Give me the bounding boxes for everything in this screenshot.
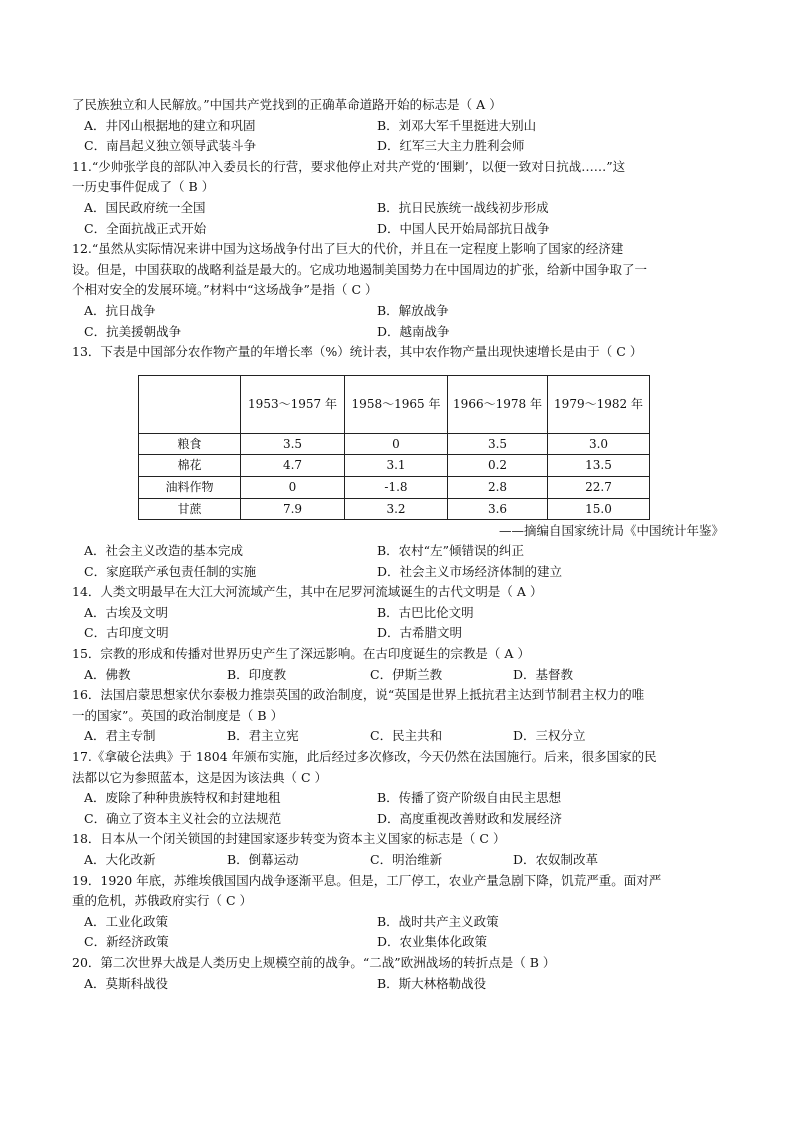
table-cell: 粮食 [139, 433, 241, 455]
answer: B [257, 707, 267, 723]
option-a: A．大化改新 [84, 852, 156, 867]
options-row [72, 912, 724, 933]
options-row [72, 198, 724, 219]
options-row [72, 116, 724, 137]
question-14-text: 14．人类文明最早在大江大河流域产生，其中在尼罗河流域诞生的古代文明是（ A ） [72, 582, 724, 603]
table-header: 1958～1965 年 [345, 375, 448, 433]
question-12-text-cont: 个相对安全的发展环境。”材料中“这场战争”是指（ C ） [72, 280, 724, 301]
option-a: A．君主专制 [84, 728, 156, 744]
answer: C [301, 769, 311, 785]
option-d: D．基督教 [513, 666, 574, 682]
option-a: A．井冈山根据地的建立和巩固 [84, 117, 256, 133]
table-cell: 3.0 [548, 433, 650, 455]
answer: C [226, 893, 236, 909]
options-row [72, 322, 724, 343]
table-cell: -1.8 [345, 476, 448, 498]
crop-growth-table [138, 375, 650, 520]
options-row [72, 974, 724, 995]
table-header: 1953～1957 年 [241, 375, 345, 433]
options-row [72, 850, 724, 871]
option-b: B．农村“左”倾错误的纠正 [377, 543, 524, 559]
option-b: B．战时共产主义政策 [377, 913, 499, 929]
option-a: A．工业化政策 [84, 913, 169, 929]
exam-page [72, 95, 724, 994]
table-cell: 油料作物 [139, 476, 241, 498]
option-c: C．新经济政策 [84, 934, 169, 950]
option-d: D．高度重视改善财政和发展经济 [377, 810, 563, 826]
question-12-text: 12.“虽然从实际情况来讲中国为这场战争付出了巨大的代价，并且在一定程度上影响了国家的经济建 [72, 241, 624, 257]
options-row [72, 809, 724, 830]
question-19-text: 19．1920 年底，苏维埃俄国国内战争逐渐平息。但是，工厂停工，农业产量急剧下降，饥荒严重。面对严 [72, 872, 662, 888]
question-16-text-cont: 一的国家”。英国的政治制度是（ B ） [72, 706, 724, 727]
table-cell: 2.8 [448, 476, 548, 498]
table-cell: 棉花 [139, 455, 241, 477]
options-row [72, 541, 724, 562]
options-row [72, 623, 724, 644]
table-cell: 3.2 [345, 498, 448, 520]
option-d: D．社会主义市场经济体制的建立 [377, 563, 563, 579]
answer: A [504, 646, 514, 662]
option-c: C．家庭联产承包责任制的实施 [84, 563, 257, 579]
options-row [72, 932, 724, 953]
question-12-text-cont: 设。但是，中国获取的战略利益是最大的。它成功地遏制美国势力在中国周边的扩张，给新中国争取了一 [72, 261, 648, 277]
answer: B [188, 179, 198, 195]
option-a: A．社会主义改造的基本完成 [84, 543, 244, 559]
option-b: B．君主立宪 [227, 728, 299, 744]
table-cell: 22.7 [548, 476, 650, 498]
table-header: 1979～1982 年 [548, 375, 650, 433]
options-row [72, 219, 724, 240]
table-cell: 4.7 [241, 455, 345, 477]
table-cell: 0.2 [448, 455, 548, 477]
question-16-text: 16．法国启蒙思想家伏尔泰极力推崇英国的政治制度，说“英国是世界上抵抗君主达到节制君主权力的唯 [72, 687, 645, 703]
options-row [72, 136, 724, 157]
option-d: D．农奴制改革 [513, 852, 599, 867]
option-c: C．南昌起义独立领导武装斗争 [84, 138, 257, 154]
options-row [72, 665, 724, 686]
option-b: B．斯大林格勒战役 [377, 975, 487, 991]
table-header-row [139, 375, 650, 433]
option-c: C．民主共和 [370, 728, 443, 744]
table-row [139, 433, 650, 455]
option-d: D．三权分立 [513, 728, 586, 744]
options-row [72, 726, 724, 747]
option-c: C．全面抗战正式开始 [84, 220, 207, 236]
table-cell: 3.6 [448, 498, 548, 520]
table-cell: 3.1 [345, 455, 448, 477]
option-c: C．确立了资本主义社会的立法规范 [84, 810, 282, 826]
option-a: A．佛教 [84, 666, 131, 682]
table-header: 1966～1978 年 [448, 375, 548, 433]
table-cell: 0 [345, 433, 448, 455]
question-10-continuation: 了民族独立和人民解放。”中国共产党找到的正确革命道路开始的标志是（ A ） [72, 95, 724, 116]
option-b: B．印度教 [227, 666, 287, 682]
option-d: D．古希腊文明 [377, 625, 463, 641]
option-c: C．伊斯兰教 [370, 666, 443, 682]
table-cell: 甘蔗 [139, 498, 241, 520]
table-cell: 3.5 [241, 433, 345, 455]
option-a: A．废除了种种贵族特权和封建地租 [84, 790, 281, 806]
question-13-text: 13．下表是中国部分农作物产量的年增长率（%）统计表，其中农作物产量出现快速增长是由于（ C ） [72, 342, 724, 363]
option-c: C．抗美援朝战争 [84, 323, 182, 339]
question-20-text: 20．第二次世界大战是人类历史上规模空前的战争。“二战”欧洲战场的转折点是（ B ） [72, 953, 724, 974]
option-a: A．抗日战争 [84, 302, 156, 318]
answer: C [616, 344, 626, 360]
options-row [72, 788, 724, 809]
question-15-text: 15．宗教的形成和传播对世界历史产生了深远影响。在古印度诞生的宗教是（ A ） [72, 644, 724, 665]
answer: C [351, 282, 362, 298]
option-a: A．莫斯科战役 [84, 975, 169, 991]
question-17-text-cont: 法都以它为参照蓝本，这是因为该法典（ C ） [72, 768, 724, 789]
table-source: ——摘编自国家统计局《中国统计年鉴》 [498, 523, 724, 539]
table-cell: 7.9 [241, 498, 345, 520]
option-d: D．农业集体化政策 [377, 934, 488, 950]
question-19-text-cont: 重的危机，苏俄政府实行（ C ） [72, 891, 724, 912]
table-cell: 15.0 [548, 498, 650, 520]
options-row [72, 562, 724, 583]
answer: B [529, 954, 539, 970]
options-row [72, 301, 724, 322]
answer: A [516, 584, 526, 600]
option-a: A．国民政府统一全国 [84, 199, 206, 215]
option-b: B．解放战争 [377, 302, 449, 318]
answer: A [476, 97, 486, 112]
option-d: D．越南战争 [377, 323, 450, 339]
table-cell: 3.5 [448, 433, 548, 455]
question-11-text-cont: 一历史事件促成了（ B ） [72, 177, 724, 198]
option-b: B．倒幕运动 [227, 852, 299, 867]
option-b: B．古巴比伦文明 [377, 604, 474, 620]
table-row [139, 455, 650, 477]
table-header [139, 375, 241, 433]
option-d: D．红军三大主力胜利会师 [377, 138, 525, 154]
options-row [72, 603, 724, 624]
question-11-text: 11.“少帅张学良的部队冲入委员长的行营，要求他停止对共产党的‘围剿’，以便一致对日抗战……”这 [72, 158, 626, 174]
table-cell: 0 [241, 476, 345, 498]
option-c: C．明治维新 [370, 852, 443, 867]
question-17-text: 17.《拿破仑法典》于 1804 年颁布实施，此后经过多次修改，今天仍然在法国施行。后来，很多国家的民 [72, 749, 657, 765]
question-18-text: 18．日本从一个闭关锁国的封建国家逐步转变为资本主义国家的标志是（ C ） [72, 829, 724, 850]
table-row [139, 498, 650, 520]
table-row [139, 476, 650, 498]
answer: C [479, 831, 489, 847]
option-b: B．抗日民族统一战线初步形成 [377, 199, 549, 215]
option-a: A．古埃及文明 [84, 604, 169, 620]
option-b: B．传播了资产阶级自由民主思想 [377, 790, 562, 806]
option-c: C．古印度文明 [84, 625, 169, 641]
option-d: D．中国人民开始局部抗日战争 [377, 220, 550, 236]
table-cell: 13.5 [548, 455, 650, 477]
question-text: 了民族独立和人民解放。”中国共产党找到的正确革命道路开始的标志是（ [72, 97, 473, 112]
option-b: B．刘邓大军千里挺进大别山 [377, 117, 537, 133]
